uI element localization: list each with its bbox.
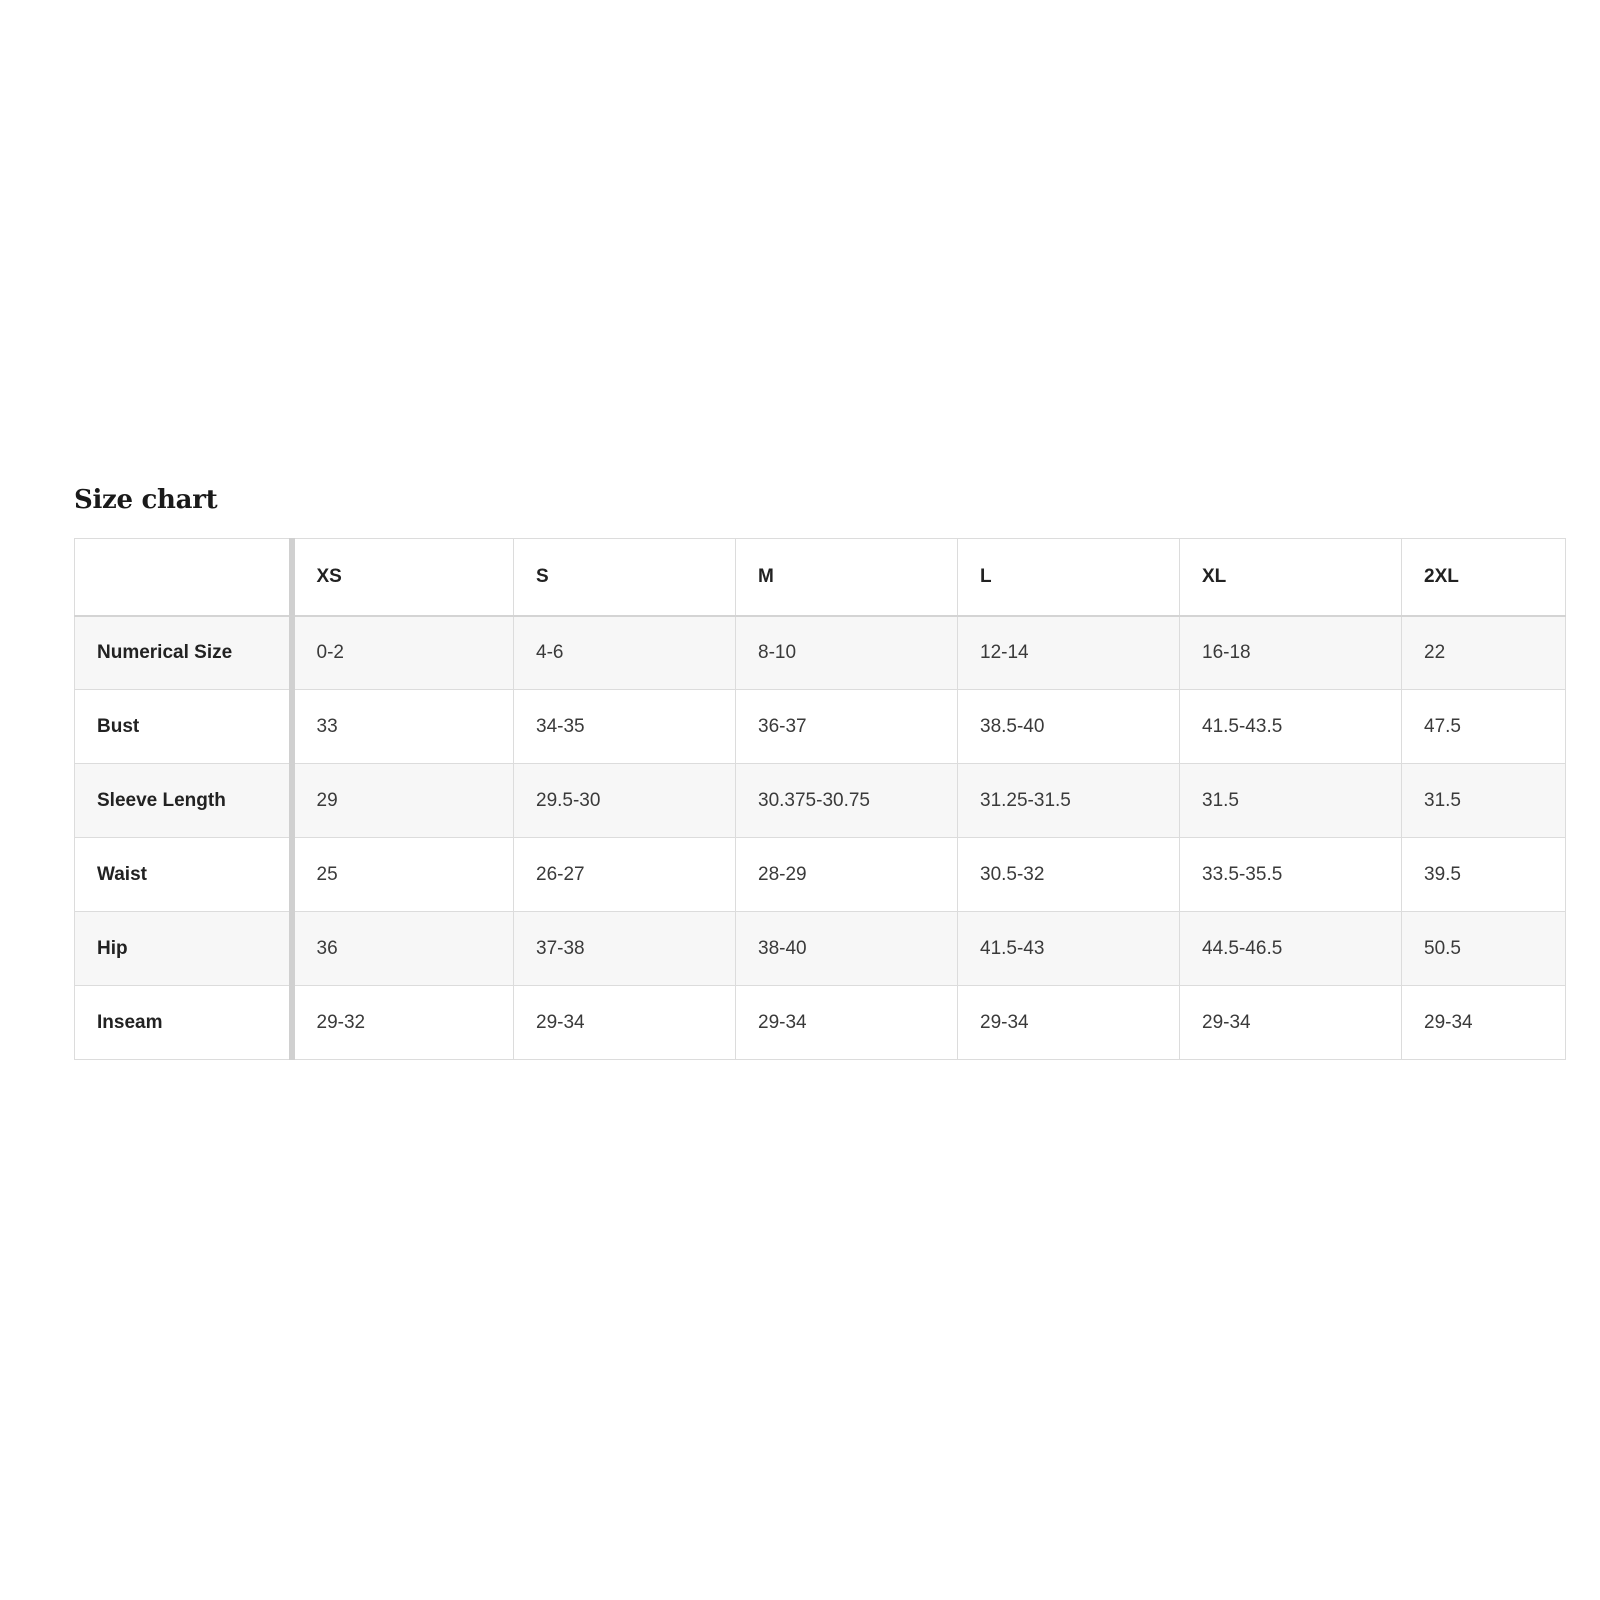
table-cell: 39.5	[1402, 838, 1566, 912]
table-row	[75, 912, 1566, 986]
table-cell: 33.5-35.5	[1180, 838, 1402, 912]
table-cell: 31.5	[1402, 764, 1566, 838]
table-cell: 28-29	[736, 838, 958, 912]
table-cell: 4-6	[514, 616, 736, 690]
table-cell: 0-2	[292, 616, 514, 690]
table-cell: 30.375-30.75	[736, 764, 958, 838]
row-label: Numerical Size	[75, 616, 292, 690]
size-chart-section	[74, 484, 1565, 1060]
table-cell: 25	[292, 838, 514, 912]
table-cell: 38-40	[736, 912, 958, 986]
table-header-row	[75, 539, 1566, 616]
row-label: Bust	[75, 690, 292, 764]
table-cell: 16-18	[1180, 616, 1402, 690]
table-cell: 41.5-43.5	[1180, 690, 1402, 764]
table-cell: 33	[292, 690, 514, 764]
header-corner-cell	[75, 539, 292, 616]
row-label: Inseam	[75, 986, 292, 1060]
table-cell: 22	[1402, 616, 1566, 690]
table-cell: 12-14	[958, 616, 1180, 690]
table-cell: 36-37	[736, 690, 958, 764]
table-cell: 34-35	[514, 690, 736, 764]
row-label: Waist	[75, 838, 292, 912]
table-cell: 29-34	[1180, 986, 1402, 1060]
table-cell: 36	[292, 912, 514, 986]
header-size-xl: XL	[1180, 539, 1402, 616]
table-row	[75, 838, 1566, 912]
table-cell: 29-32	[292, 986, 514, 1060]
table-cell: 31.5	[1180, 764, 1402, 838]
table-cell: 37-38	[514, 912, 736, 986]
header-size-l: L	[958, 539, 1180, 616]
table-cell: 8-10	[736, 616, 958, 690]
size-chart-table	[74, 538, 1566, 1060]
header-size-2xl: 2XL	[1402, 539, 1566, 616]
header-size-m: M	[736, 539, 958, 616]
table-cell: 47.5	[1402, 690, 1566, 764]
size-chart-title: Size chart	[74, 485, 218, 515]
table-row	[75, 764, 1566, 838]
table-cell: 26-27	[514, 838, 736, 912]
table-cell: 29-34	[736, 986, 958, 1060]
header-size-xs: XS	[292, 539, 514, 616]
table-cell: 29-34	[1402, 986, 1566, 1060]
table-cell: 29.5-30	[514, 764, 736, 838]
table-cell: 29-34	[958, 986, 1180, 1060]
table-cell: 38.5-40	[958, 690, 1180, 764]
table-cell: 31.25-31.5	[958, 764, 1180, 838]
header-size-s: S	[514, 539, 736, 616]
table-cell: 29-34	[514, 986, 736, 1060]
table-cell: 29	[292, 764, 514, 838]
row-label: Sleeve Length	[75, 764, 292, 838]
table-cell: 41.5-43	[958, 912, 1180, 986]
table-cell: 30.5-32	[958, 838, 1180, 912]
table-row	[75, 690, 1566, 764]
table-cell: 50.5	[1402, 912, 1566, 986]
row-label: Hip	[75, 912, 292, 986]
table-row	[75, 986, 1566, 1060]
table-cell: 44.5-46.5	[1180, 912, 1402, 986]
table-row	[75, 616, 1566, 690]
